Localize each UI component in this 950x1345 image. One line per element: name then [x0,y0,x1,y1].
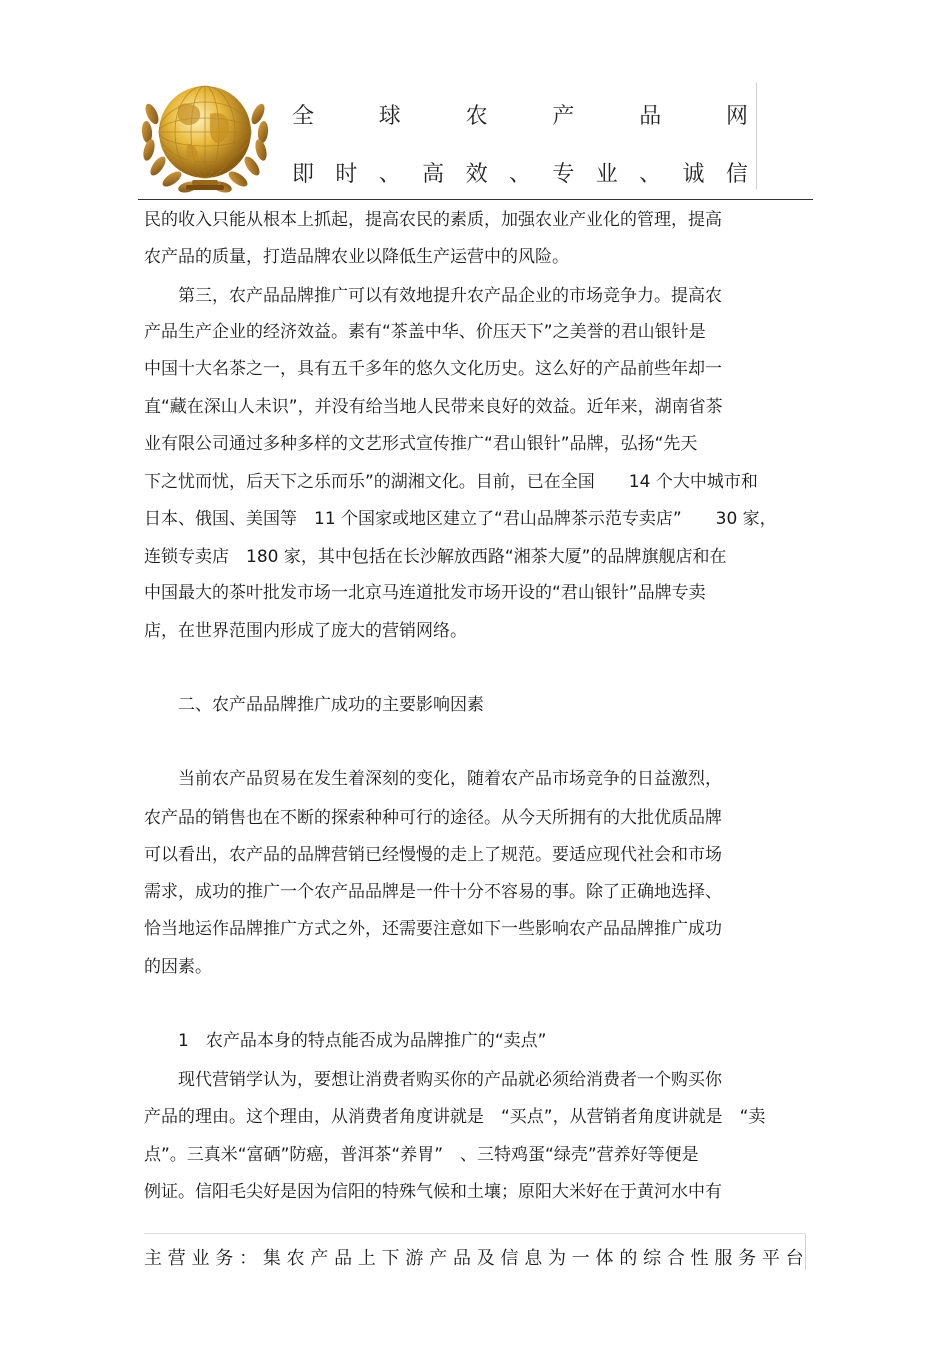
text-line: 日本、俄国、美国等 11 个国家或地区建立了“君山品牌茶示范专卖店” 30 家， [144,509,777,529]
text-line: 民的收入只能从根本上抓起，提高农民的素质，加强农业产业化的管理，提高 [144,210,722,230]
text-line: 产品生产企业的经济效益。素有“茶盖中华、价压天下”之美誉的君山银针是 [144,322,706,342]
footer-char: 品 [334,1248,353,1269]
text-line: 恰当地运作品牌推广方式之外，还需要注意如下一些影响农产品品牌推广成功 [144,919,722,939]
footer-char: 综 [643,1248,662,1269]
text-line: 当前农产品贸易在发生着深刻的变化，随着农产品市场竞争的日益激烈， [144,769,722,789]
text-line: 需求，成功的推广一个农产品品牌是一件十分不容易的事。除了正确地选择、 [144,882,722,902]
footer-char: 平 [761,1248,780,1269]
text-line: 连锁专卖店 180 家，其中包括在长沙解放西路“湘茶大厦”的品牌旗舰店和在 [144,547,727,567]
footer-char: 体 [595,1248,614,1269]
footer-rule [144,1233,805,1234]
footer-char: 合 [666,1248,685,1269]
footer-divider-vertical [805,1234,806,1270]
footer-char: 台 [785,1248,804,1269]
slogan [292,157,748,188]
slogan-char: 高 [422,162,445,187]
text-line: 产品的理由。这个理由，从消费者角度讲就是 “买点”，从营销者角度讲就是 “卖 [144,1107,766,1127]
footer-char: 息 [524,1248,543,1269]
footer-char: 及 [476,1248,495,1269]
footer-char: 务 [215,1248,234,1269]
footer-char: 品 [452,1248,471,1269]
footer-char: 务 [738,1248,757,1269]
site-name-char: 网 [725,104,748,129]
site-name-char: 产 [552,104,575,129]
site-name-char: 全 [292,104,315,129]
footer-char: 为 [548,1248,567,1269]
slogan-char: 专 [552,162,575,187]
text-line: 农产品的质量，打造品牌农业以降低生产运营中的风险。 [144,247,569,267]
footer-char: 农 [286,1248,305,1269]
text-line: 现代营销学认为，要想让消费者购买你的产品就必须给消费者一个购买你 [144,1070,722,1090]
footer-char: 下 [381,1248,400,1269]
text-line: 中国十大名茶之一，具有五千多年的悠久文化历史。这么好的产品前些年却一 [144,359,722,379]
slogan-char: 、 [378,162,401,187]
footer-char: 信 [500,1248,519,1269]
footer-business-line [144,1244,804,1270]
footer-char: 业 [191,1248,210,1269]
site-name-char: 农 [465,104,488,129]
footer-char: 营 [167,1248,186,1269]
slogan-char: 效 [465,162,488,187]
footer-char: 上 [357,1248,376,1269]
header-divider-vertical [756,83,757,189]
footer-char: ： [239,1248,258,1269]
text-line: 的因素。 [144,957,212,977]
footer-char: 集 [262,1248,281,1269]
subsection-heading: 1 农产品本身的特点能否成为品牌推广的“卖点” [144,1031,547,1051]
slogan-char: 信 [725,162,748,187]
text-line: 店，在世界范围内形成了庞大的营销网络。 [144,621,467,641]
footer-char: 主 [144,1248,162,1269]
slogan-char: 时 [335,162,358,187]
footer-char: 服 [714,1248,733,1269]
slogan-char: 、 [639,162,662,187]
text-line: 例证。信阳毛尖好是因为信阳的特殊气候和土壤；原阳大米好在于黄河水中有 [144,1182,722,1202]
site-name [292,99,748,130]
slogan-char: 、 [508,162,531,187]
section-heading: 二、农产品品牌推广成功的主要影响因素 [144,695,484,715]
text-line: 可以看出，农产品的品牌营销已经慢慢的走上了规范。要适应现代社会和市场 [144,845,722,865]
text-line: 中国最大的茶叶批发市场一北京马连道批发市场开设的“君山银针”品牌专卖 [144,583,706,603]
footer-char: 产 [429,1248,448,1269]
slogan-char: 诚 [682,162,705,187]
header-rule [138,199,813,200]
text-line: 农产品的销售也在不断的探索种种可行的途径。从今天所拥有的大批优质品牌 [144,808,722,828]
text-line: 直“藏在深山人未识”，并没有给当地人民带来良好的效益。近年来，湖南省茶 [144,397,723,417]
footer-char: 一 [571,1248,590,1269]
slogan-char: 业 [595,162,618,187]
text-line: 点”。三真米“富硒”防癌，普洱茶“养胃” 、三特鸡蛋“绿壳”营养好等便是 [144,1145,699,1165]
text-line: 业有限公司通过多种多样的文艺形式宣传推广“君山银针”品牌，弘扬“先天 [144,434,698,454]
site-name-char: 球 [378,104,401,129]
footer-char: 的 [619,1248,638,1269]
footer-char: 游 [405,1248,424,1269]
footer-char: 性 [690,1248,709,1269]
slogan-char: 即 [292,162,315,187]
text-line: 第三，农产品品牌推广可以有效地提升农产品企业的市场竞争力。提高农 [144,286,722,306]
globe-laurel-logo [138,74,272,198]
text-line: 下之忧而忧，后天下之乐而乐”的湖湘文化。目前，已在全国 14 个大中城市和 [144,472,758,492]
footer-char: 产 [310,1248,329,1269]
site-name-char: 品 [639,104,662,129]
